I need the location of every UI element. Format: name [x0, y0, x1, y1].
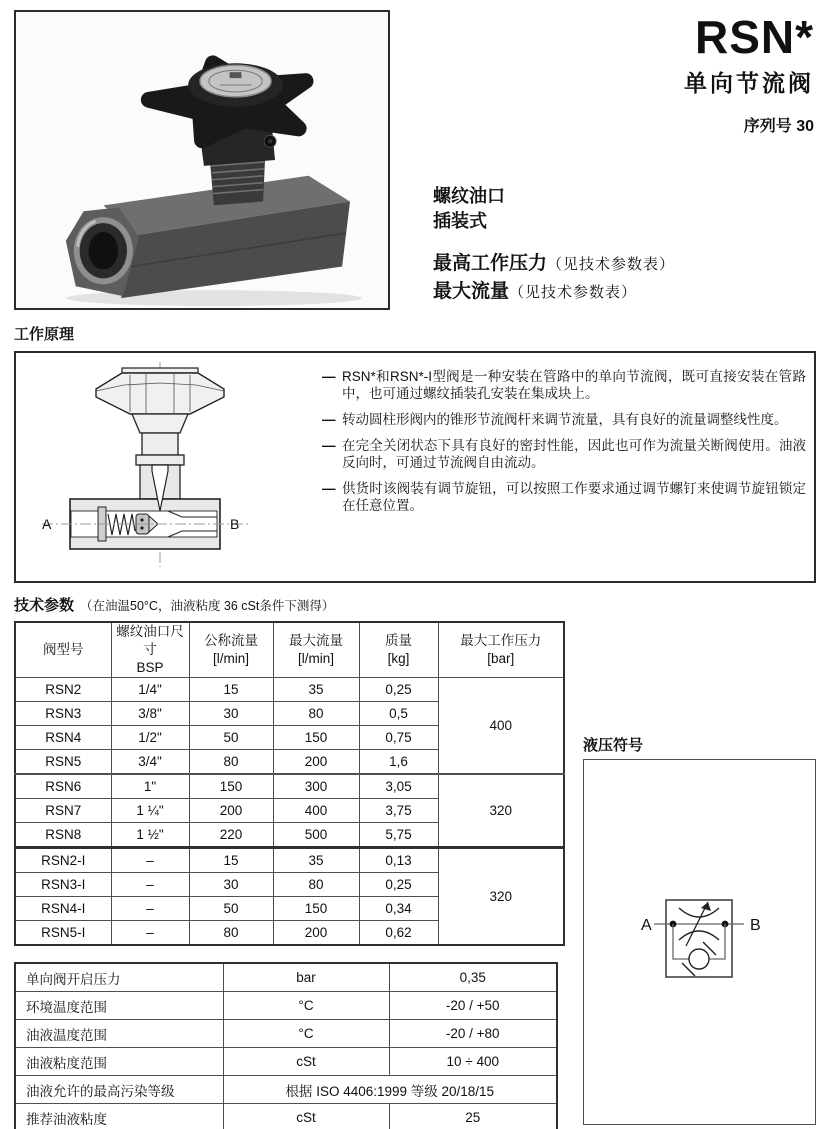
table-row: 单向阀开启压力 bar 0,35: [15, 963, 557, 992]
table-row: RSN7 1 ¼" 200 400 3,75: [15, 799, 564, 823]
contamination-merged-cell: 根据 ISO 4406:1999 等级 20/18/15: [223, 1076, 557, 1104]
bullet-item: — 供货时该阀装有调节旋钮，可以按照工作要求通过调节螺钉来使调节旋钮锁定在任意位置。: [322, 481, 806, 513]
table-row: RSN4-I – 50 150 0,34: [15, 897, 564, 921]
pressure-merged-cell: 320: [438, 848, 564, 945]
port-a-label-symbol: A: [641, 917, 652, 934]
col-header-weight: 质量 [kg]: [359, 622, 438, 678]
hydraulic-symbol-drawing: [584, 760, 812, 1121]
spec-max-flow: 最大流量（见技术参数表）: [433, 281, 638, 302]
bullet-item: — 转动圆柱形阀内的锥形节流阀杆来调节流量，具有良好的流量调整线性度。: [322, 412, 788, 427]
col-header-nominal-flow: 公称流量 [l/min]: [189, 622, 273, 678]
table-row: RSN5-I – 80 200 0,62: [15, 921, 564, 946]
feature-threaded-ports: 螺纹油口: [433, 186, 505, 206]
product-photo-valve: [16, 12, 388, 308]
product-type: 单向节流阀: [684, 70, 814, 96]
tech-params-table-main: [14, 621, 565, 848]
series-number: 序列号 30: [743, 118, 814, 135]
tech-params-heading: 技术参数 （在油温50°C，油液粘度 36 cSt条件下测得）: [14, 597, 335, 614]
port-b-label-drawing: B: [230, 516, 240, 532]
hydraulic-symbol-heading: 液压符号: [583, 737, 644, 754]
working-principle-box: [14, 351, 816, 583]
table-row: RSN2-I – 15 35 0,13 320: [15, 848, 564, 873]
hydraulic-symbol-box: [583, 759, 816, 1125]
port-a-label-drawing: A: [42, 516, 52, 532]
feature-cartridge-type: 插装式: [433, 211, 487, 231]
title-block: [684, 11, 814, 136]
table-row: RSN2 1/4" 15 35 0,25 400: [15, 678, 564, 702]
tech-params-note: （在油温50°C，油液粘度 36 cSt条件下测得）: [80, 599, 335, 613]
working-principle-bullets: [322, 368, 806, 523]
table-row: RSN6 1" 150 300 3,05 320: [15, 774, 564, 799]
table-row: 油液温度范围 °C -20 / +80: [15, 1020, 557, 1048]
table-row: RSN5 3/4" 80 200 1,6: [15, 750, 564, 775]
table-row: RSN3 3/8" 30 80 0,5: [15, 702, 564, 726]
bullet-item: — 在完全关闭状态下具有良好的密封性能，因此也可作为流量关断阀使用。油液反向时，可通过节流阀自由流动。: [322, 438, 806, 470]
table-row: RSN3-I – 30 80 0,25: [15, 873, 564, 897]
col-header-max-pressure: 最大工作压力 [bar]: [438, 622, 564, 678]
col-header-max-flow: 最大流量 [l/min]: [273, 622, 359, 678]
table-row: 环境温度范围 °C -20 / +50: [15, 992, 557, 1020]
port-b-label-symbol: B: [750, 917, 761, 934]
product-photo-frame: [14, 10, 390, 310]
pressure-merged-cell: 320: [438, 774, 564, 847]
description-block: [433, 184, 675, 306]
working-principle-heading: 工作原理: [14, 326, 75, 343]
model-name: RSN*: [694, 11, 814, 63]
spec-max-pressure: 最高工作压力（见技术参数表）: [433, 253, 676, 274]
col-header-model: 阀型号: [15, 622, 111, 678]
table-row: 油液粘度范围 cSt 10 ÷ 400: [15, 1048, 557, 1076]
bullet-item: — RSN*和RSN*-I型阀是一种安装在管路中的单向节流阀，既可直接安装在管路中，也可通过螺纹插装孔安装在集成块上。: [322, 369, 806, 401]
tech-params-table-cartridge: [14, 847, 565, 946]
valve-cross-section-drawing: [34, 359, 284, 574]
table-row: 油液允许的最高污染等级 根据 ISO 4406:1999 等级 20/18/15: [15, 1076, 557, 1104]
general-data-table: [14, 962, 558, 1129]
table-row: 推荐油液粘度 cSt 25: [15, 1104, 557, 1129]
pressure-merged-cell: 400: [438, 678, 564, 775]
col-header-port-size: 螺纹油口尺寸 BSP: [111, 622, 189, 678]
table-row: RSN8 1 ½" 220 500 5,75: [15, 823, 564, 848]
table-row: RSN4 1/2" 50 150 0,75: [15, 726, 564, 750]
